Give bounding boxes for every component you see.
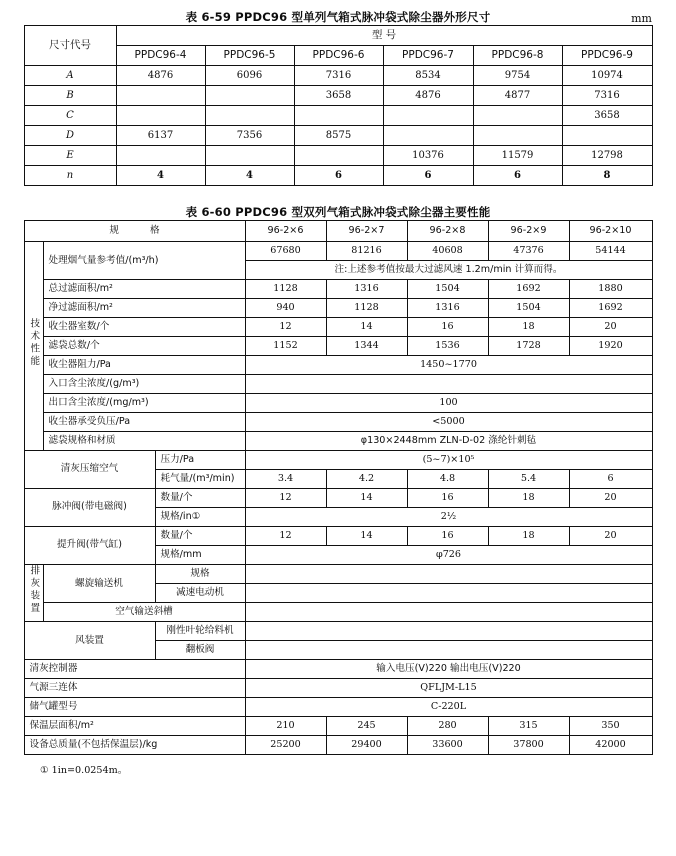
table2-total-area-label: 总过滤面积/m²	[43, 280, 245, 299]
table2-lift-qty-2: 16	[407, 527, 488, 546]
table2-screw-label: 螺旋输送机	[43, 565, 155, 603]
table2-outlet-value: 100	[245, 394, 652, 413]
table1-model-0: PPDC96-4	[116, 46, 205, 66]
table-row	[24, 356, 652, 375]
table2-group-ash-label: 排灰装置	[24, 565, 43, 622]
table2-mass-1: 29400	[326, 736, 407, 755]
table-row	[24, 66, 652, 86]
table-row	[24, 679, 652, 698]
table2-net-area-2: 1316	[407, 299, 488, 318]
table2-inlet-value	[245, 375, 652, 394]
table2-negpressure-value: <5000	[245, 413, 652, 432]
table2-pulse-qty-3: 18	[488, 489, 569, 508]
table2-tank-value: C-220L	[245, 698, 652, 717]
table1-model-2: PPDC96-6	[294, 46, 383, 66]
table1-cell-5-2: 6	[294, 166, 383, 186]
table2-chambers-4: 20	[569, 318, 652, 337]
table2-lift-qty-1: 14	[326, 527, 407, 546]
table2-chambers-0: 12	[245, 318, 326, 337]
table2-insul-0: 210	[245, 717, 326, 736]
table2-model-0: 96-2×6	[245, 221, 326, 242]
table1-row-code-0: A	[24, 66, 116, 86]
table2-screw-spec-label: 规格	[155, 565, 245, 584]
table2-air-pressure-value: (5~7)×10⁵	[245, 451, 652, 470]
table2-screw-motor-label: 减速电动机	[155, 584, 245, 603]
table2-pulse-qty-0: 12	[245, 489, 326, 508]
table2-model-1: 96-2×7	[326, 221, 407, 242]
table2-controller-label: 清灰控制器	[24, 660, 245, 679]
table-row	[24, 717, 652, 736]
table2-screw-motor-value	[245, 584, 652, 603]
table-row	[24, 106, 652, 126]
table-row	[24, 299, 652, 318]
table-row	[24, 166, 652, 186]
table2-insul-4: 350	[569, 717, 652, 736]
table1-corner-label: 尺寸代号	[24, 26, 116, 66]
table2-flap-value	[245, 641, 652, 660]
table1-model-5: PPDC96-9	[562, 46, 652, 66]
table-row	[24, 622, 652, 641]
table1-cell-0-4: 9754	[473, 66, 562, 86]
table2-model-2: 96-2×8	[407, 221, 488, 242]
table2-insul-label: 保温层面积/m²	[24, 717, 245, 736]
table1-row-code-1: B	[24, 86, 116, 106]
document-page	[0, 3, 676, 856]
table2-air-consume-2: 4.8	[407, 470, 488, 489]
table1-cell-5-1: 4	[205, 166, 294, 186]
table1-cell-1-4: 4877	[473, 86, 562, 106]
table2-title: 表 6-60 PPDC96 型双列气箱式脉冲袋式除尘器主要性能	[185, 205, 491, 219]
table2-flow-2: 40608	[407, 242, 488, 261]
table2-air-group-label: 清灰压缩空气	[24, 451, 155, 489]
table2-air-consume-label: 耗气量/(m³/min)	[155, 470, 245, 489]
table-row	[24, 280, 652, 299]
table-6-59	[24, 25, 653, 186]
table-row	[24, 736, 652, 755]
table2-resistance-label: 收尘器阻力/Pa	[43, 356, 245, 375]
table2-pulse-qty-1: 14	[326, 489, 407, 508]
table1-header-row-1	[24, 26, 652, 46]
table1-cell-3-5	[562, 126, 652, 146]
table-row	[24, 565, 652, 584]
table2-lift-group-label: 提升阀(带气缸)	[24, 527, 155, 565]
table-row	[24, 698, 652, 717]
table2-net-area-0: 940	[245, 299, 326, 318]
table1-row-code-2: C	[24, 106, 116, 126]
table2-flow-3: 47376	[488, 242, 569, 261]
table2-air-consume-4: 6	[569, 470, 652, 489]
table2-mass-2: 33600	[407, 736, 488, 755]
table1-cell-4-4: 11579	[473, 146, 562, 166]
table1-cell-1-5: 7316	[562, 86, 652, 106]
footnote: ① 1in=0.0254m。	[40, 765, 128, 776]
table2-lift-qty-3: 18	[488, 527, 569, 546]
table2-outlet-label: 出口含尘浓度/(mg/m³)	[43, 394, 245, 413]
table2-pulse-group-label: 脉冲阀(带电磁阀)	[24, 489, 155, 527]
table2-bags-0: 1152	[245, 337, 326, 356]
table2-model-4: 96-2×10	[569, 221, 652, 242]
table2-flow-label: 处理烟气量参考值/(m³/h)	[43, 242, 245, 280]
table1-row-code-3: D	[24, 126, 116, 146]
table2-lift-qty-label: 数量/个	[155, 527, 245, 546]
table2-total-area-3: 1692	[488, 280, 569, 299]
table2-triplet-label: 气源三连体	[24, 679, 245, 698]
table2-net-area-1: 1128	[326, 299, 407, 318]
table2-air-consume-3: 5.4	[488, 470, 569, 489]
table1-cell-0-3: 8534	[383, 66, 473, 86]
table2-lift-qty-4: 20	[569, 527, 652, 546]
table1-cell-1-1	[205, 86, 294, 106]
table1-cell-4-0	[116, 146, 205, 166]
table2-tank-label: 储气罐型号	[24, 698, 245, 717]
table2-group-tech-label: 技术性能	[24, 242, 43, 451]
table1-cell-4-2	[294, 146, 383, 166]
table1-group-header: 型 号	[116, 26, 652, 46]
table2-inlet-label: 入口含尘浓度/(g/m³)	[43, 375, 245, 394]
table1-model-4: PPDC96-8	[473, 46, 562, 66]
table1-cell-0-1: 6096	[205, 66, 294, 86]
table-row	[24, 489, 652, 508]
table1-cell-1-2: 3658	[294, 86, 383, 106]
table1-cell-0-0: 4876	[116, 66, 205, 86]
table1-cell-0-2: 7316	[294, 66, 383, 86]
table-row	[24, 527, 652, 546]
table2-net-area-4: 1692	[569, 299, 652, 318]
table2-chambers-3: 18	[488, 318, 569, 337]
table1-model-3: PPDC96-7	[383, 46, 473, 66]
table2-chambers-1: 14	[326, 318, 407, 337]
table1-cell-1-0	[116, 86, 205, 106]
table2-bags-2: 1536	[407, 337, 488, 356]
table1-cell-3-1: 7356	[205, 126, 294, 146]
table2-mass-label: 设备总质量(不包括保温层)/kg	[24, 736, 245, 755]
table2-spec-label: 规 格	[24, 221, 245, 242]
table2-flow-4: 54144	[569, 242, 652, 261]
table1-row-code-5: n	[24, 166, 116, 186]
table2-mass-4: 42000	[569, 736, 652, 755]
table1-cell-4-1	[205, 146, 294, 166]
table2-pulse-qty-label: 数量/个	[155, 489, 245, 508]
table2-bagspec-label: 滤袋规格和材质	[43, 432, 245, 451]
table1-cell-2-3	[383, 106, 473, 126]
table2-bags-label: 滤袋总数/个	[43, 337, 245, 356]
table2-net-area-label: 净过滤面积/m²	[43, 299, 245, 318]
table1-cell-2-2	[294, 106, 383, 126]
table1-cell-3-2: 8575	[294, 126, 383, 146]
table2-pulse-spec-label: 规格/in①	[155, 508, 245, 527]
table-row	[24, 146, 652, 166]
table1-cell-1-3: 4876	[383, 86, 473, 106]
table1-cell-3-0: 6137	[116, 126, 205, 146]
table2-pulse-qty-2: 16	[407, 489, 488, 508]
table2-lift-spec-label: 规格/mm	[155, 546, 245, 565]
table1-cell-3-3	[383, 126, 473, 146]
table2-pulse-spec-value: 2½	[245, 508, 652, 527]
table-row	[24, 86, 652, 106]
table2-screw-spec-value	[245, 565, 652, 584]
table1-cell-0-5: 10974	[562, 66, 652, 86]
table-row	[24, 337, 652, 356]
table2-lift-spec-value: φ726	[245, 546, 652, 565]
table2-mass-3: 37800	[488, 736, 569, 755]
table2-resistance-value: 1450~1770	[245, 356, 652, 375]
table2-group-fan-label: 风装置	[24, 622, 155, 660]
table2-net-area-3: 1504	[488, 299, 569, 318]
table2-insul-2: 280	[407, 717, 488, 736]
table2-title-row	[0, 196, 676, 220]
table1-model-1: PPDC96-5	[205, 46, 294, 66]
table2-flow-1: 81216	[326, 242, 407, 261]
table2-header-row	[24, 221, 652, 242]
table2-air-consume-1: 4.2	[326, 470, 407, 489]
table2-flow-0: 67680	[245, 242, 326, 261]
table1-title: 表 6-59 PPDC96 型单列气箱式脉冲袋式除尘器外形尺寸	[185, 10, 491, 24]
table-row	[24, 126, 652, 146]
table1-cell-4-3: 10376	[383, 146, 473, 166]
table2-total-area-1: 1316	[326, 280, 407, 299]
table-row	[24, 432, 652, 451]
table-row	[24, 318, 652, 337]
table-row	[24, 375, 652, 394]
table1-cell-4-5: 12798	[562, 146, 652, 166]
table2-rotary-label: 刚性叶轮给料机	[155, 622, 245, 641]
table2-chambers-2: 16	[407, 318, 488, 337]
table2-model-3: 96-2×9	[488, 221, 569, 242]
table2-total-area-0: 1128	[245, 280, 326, 299]
table2-flap-label: 翻板阀	[155, 641, 245, 660]
table2-air-consume-0: 3.4	[245, 470, 326, 489]
table2-airslide-value	[245, 603, 652, 622]
table1-header-row-2	[24, 46, 652, 66]
table1-cell-3-4	[473, 126, 562, 146]
table1-cell-2-5: 3658	[562, 106, 652, 126]
table1-row-code-4: E	[24, 146, 116, 166]
table-row	[24, 660, 652, 679]
table2-airslide-label: 空气输送斜槽	[43, 603, 245, 622]
table-6-60	[24, 220, 653, 755]
table1-unit: mm	[631, 12, 652, 25]
table2-total-area-2: 1504	[407, 280, 488, 299]
table-row	[24, 603, 652, 622]
table2-rotary-value	[245, 622, 652, 641]
table1-cell-5-5: 8	[562, 166, 652, 186]
table2-lift-qty-0: 12	[245, 527, 326, 546]
table-row	[24, 242, 652, 261]
table2-insul-3: 315	[488, 717, 569, 736]
table1-cell-5-3: 6	[383, 166, 473, 186]
table2-flow-note: 注:上述参考值按最大过滤风速 1.2m/min 计算而得。	[245, 261, 652, 280]
table2-negpressure-label: 收尘器承受负压/Pa	[43, 413, 245, 432]
table1-cell-2-1	[205, 106, 294, 126]
table1-cell-2-4	[473, 106, 562, 126]
table1-title-row	[0, 3, 676, 25]
table2-chambers-label: 收尘器室数/个	[43, 318, 245, 337]
table2-bags-1: 1344	[326, 337, 407, 356]
table2-bags-3: 1728	[488, 337, 569, 356]
table2-mass-0: 25200	[245, 736, 326, 755]
table1-cell-5-0: 4	[116, 166, 205, 186]
table2-controller-value: 输入电压(V)220 输出电压(V)220	[245, 660, 652, 679]
table2-pulse-qty-4: 20	[569, 489, 652, 508]
table2-insul-1: 245	[326, 717, 407, 736]
table-row	[24, 394, 652, 413]
table2-triplet-value: QFLJM-L15	[245, 679, 652, 698]
table2-air-pressure-label: 压力/Pa	[155, 451, 245, 470]
table1-cell-5-4: 6	[473, 166, 562, 186]
table-row	[24, 451, 652, 470]
table1-cell-2-0	[116, 106, 205, 126]
table2-total-area-4: 1880	[569, 280, 652, 299]
table2-bags-4: 1920	[569, 337, 652, 356]
table2-bagspec-value: φ130×2448mm ZLN-D-02 涤纶针刺毡	[245, 432, 652, 451]
table-row	[24, 413, 652, 432]
